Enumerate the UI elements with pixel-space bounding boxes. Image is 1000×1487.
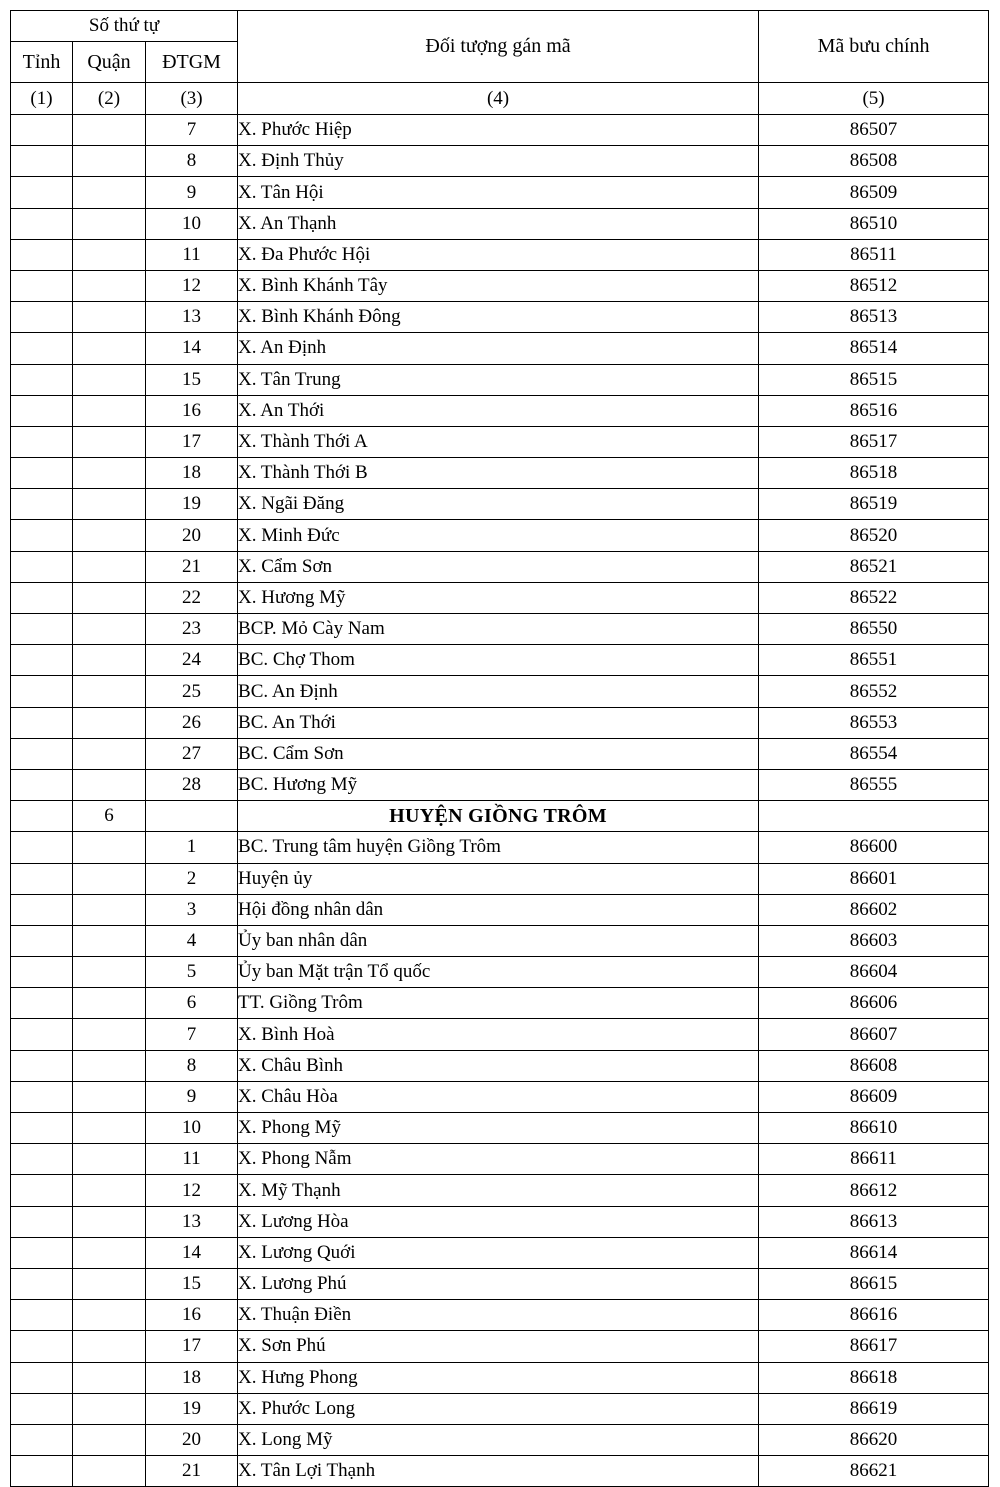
cell-object: Ủy ban Mặt trận Tổ quốc (238, 957, 759, 988)
cell-object: X. An Thạnh (238, 208, 759, 239)
cell-tinh (11, 707, 73, 738)
section-title: HUYỆN GIỒNG TRÔM (238, 801, 759, 832)
table-row (11, 957, 989, 988)
cell-object: X. Ngãi Đăng (238, 489, 759, 520)
table-row (11, 863, 989, 894)
table-header (11, 11, 989, 115)
cell-tinh (11, 1050, 73, 1081)
cell-object: BCP. Mỏ Cày Nam (238, 614, 759, 645)
table-row (11, 364, 989, 395)
column-number-code: (5) (759, 83, 989, 115)
cell-dtgm: 18 (146, 1362, 238, 1393)
cell-quan (73, 520, 146, 551)
cell-postal-code: 86507 (759, 115, 989, 146)
cell-quan (73, 1362, 146, 1393)
cell-tinh (11, 146, 73, 177)
cell-postal-code: 86514 (759, 333, 989, 364)
cell-postal-code: 86521 (759, 551, 989, 582)
cell-tinh (11, 458, 73, 489)
cell-quan (73, 1144, 146, 1175)
cell-dtgm: 24 (146, 645, 238, 676)
table-row (11, 489, 989, 520)
cell-postal-code: 86554 (759, 738, 989, 769)
column-number-quan: (2) (73, 83, 146, 115)
table-row (11, 707, 989, 738)
table-row (11, 115, 989, 146)
cell-object: X. Minh Đức (238, 520, 759, 551)
cell-tinh (11, 302, 73, 333)
cell-postal-code: 86513 (759, 302, 989, 333)
header-doi-tuong-gan-ma: Đối tượng gán mã (238, 11, 759, 83)
header-quan: Quận (73, 42, 146, 83)
cell-quan (73, 364, 146, 395)
cell-quan (73, 1206, 146, 1237)
cell-object: X. Hưng Phong (238, 1362, 759, 1393)
cell-dtgm (146, 801, 238, 832)
cell-tinh (11, 1424, 73, 1455)
cell-object: X. Lương Phú (238, 1268, 759, 1299)
cell-quan (73, 1331, 146, 1362)
cell-object: X. Bình Khánh Tây (238, 270, 759, 301)
cell-dtgm: 22 (146, 582, 238, 613)
cell-postal-code: 86518 (759, 458, 989, 489)
cell-tinh (11, 1456, 73, 1487)
table-row (11, 1456, 989, 1487)
cell-postal-code: 86608 (759, 1050, 989, 1081)
table-row (11, 1237, 989, 1268)
cell-quan (73, 1300, 146, 1331)
cell-object: BC. Hương Mỹ (238, 769, 759, 800)
cell-dtgm: 20 (146, 520, 238, 551)
cell-tinh (11, 208, 73, 239)
cell-dtgm: 13 (146, 302, 238, 333)
cell-quan (73, 146, 146, 177)
table-row (11, 676, 989, 707)
cell-object: Hội đồng nhân dân (238, 894, 759, 925)
cell-postal-code: 86553 (759, 707, 989, 738)
cell-dtgm: 9 (146, 1081, 238, 1112)
cell-postal-code: 86520 (759, 520, 989, 551)
cell-quan (73, 239, 146, 270)
cell-quan (73, 426, 146, 457)
header-row-column-numbers (11, 83, 989, 115)
cell-postal-code: 86550 (759, 614, 989, 645)
table-row (11, 738, 989, 769)
cell-tinh (11, 1393, 73, 1424)
cell-postal-code: 86511 (759, 239, 989, 270)
cell-object: X. Thành Thới A (238, 426, 759, 457)
section-header-row (11, 801, 989, 832)
cell-dtgm: 14 (146, 333, 238, 364)
cell-postal-code: 86552 (759, 676, 989, 707)
cell-dtgm: 23 (146, 614, 238, 645)
cell-quan (73, 894, 146, 925)
cell-postal-code: 86609 (759, 1081, 989, 1112)
column-number-tinh: (1) (11, 83, 73, 115)
cell-object: Huyện ủy (238, 863, 759, 894)
cell-dtgm: 7 (146, 115, 238, 146)
header-tinh: Tỉnh (11, 42, 73, 83)
table-body (11, 115, 989, 1487)
cell-quan (73, 1113, 146, 1144)
table-row (11, 925, 989, 956)
cell-tinh (11, 738, 73, 769)
table-row (11, 769, 989, 800)
cell-tinh (11, 270, 73, 301)
cell-object: X. Lương Quới (238, 1237, 759, 1268)
cell-object: X. Châu Hòa (238, 1081, 759, 1112)
cell-tinh (11, 115, 73, 146)
cell-dtgm: 27 (146, 738, 238, 769)
cell-postal-code: 86618 (759, 1362, 989, 1393)
cell-quan (73, 614, 146, 645)
cell-postal-code: 86519 (759, 489, 989, 520)
table-row (11, 832, 989, 863)
cell-postal-code: 86611 (759, 1144, 989, 1175)
table-row (11, 1175, 989, 1206)
cell-dtgm: 8 (146, 1050, 238, 1081)
cell-quan (73, 863, 146, 894)
table-row (11, 1081, 989, 1112)
table-row (11, 1050, 989, 1081)
table-row (11, 520, 989, 551)
cell-postal-code: 86517 (759, 426, 989, 457)
cell-object: X. Định Thủy (238, 146, 759, 177)
cell-object: X. Đa Phước Hội (238, 239, 759, 270)
cell-dtgm: 17 (146, 1331, 238, 1362)
cell-dtgm: 12 (146, 270, 238, 301)
cell-object: BC. An Định (238, 676, 759, 707)
table-row (11, 177, 989, 208)
cell-postal-code: 86512 (759, 270, 989, 301)
cell-tinh (11, 769, 73, 800)
cell-dtgm: 6 (146, 988, 238, 1019)
cell-dtgm: 19 (146, 489, 238, 520)
cell-dtgm: 4 (146, 925, 238, 956)
table-row (11, 551, 989, 582)
cell-tinh (11, 832, 73, 863)
cell-postal-code: 86612 (759, 1175, 989, 1206)
cell-dtgm: 16 (146, 1300, 238, 1331)
table-row (11, 1331, 989, 1362)
cell-quan (73, 738, 146, 769)
cell-object: X. Tân Trung (238, 364, 759, 395)
cell-postal-code: 86508 (759, 146, 989, 177)
cell-quan (73, 1268, 146, 1299)
cell-object: X. Hương Mỹ (238, 582, 759, 613)
cell-object: X. Phong Nẫm (238, 1144, 759, 1175)
cell-postal-code: 86615 (759, 1268, 989, 1299)
table-row (11, 146, 989, 177)
cell-postal-code: 86614 (759, 1237, 989, 1268)
cell-object: X. Bình Khánh Đông (238, 302, 759, 333)
cell-object: X. Mỹ Thạnh (238, 1175, 759, 1206)
cell-object: TT. Giồng Trôm (238, 988, 759, 1019)
cell-tinh (11, 177, 73, 208)
cell-object: X. Cẩm Sơn (238, 551, 759, 582)
cell-quan (73, 957, 146, 988)
cell-quan (73, 208, 146, 239)
cell-postal-code: 86551 (759, 645, 989, 676)
cell-postal-code (759, 801, 989, 832)
table-row (11, 1206, 989, 1237)
cell-tinh (11, 1206, 73, 1237)
cell-tinh (11, 1331, 73, 1362)
cell-postal-code: 86515 (759, 364, 989, 395)
table-row (11, 582, 989, 613)
cell-postal-code: 86616 (759, 1300, 989, 1331)
table-row (11, 1019, 989, 1050)
cell-tinh (11, 333, 73, 364)
column-number-dtgm: (3) (146, 83, 238, 115)
cell-dtgm: 10 (146, 208, 238, 239)
cell-object: BC. Cẩm Sơn (238, 738, 759, 769)
cell-quan: 6 (73, 801, 146, 832)
cell-dtgm: 18 (146, 458, 238, 489)
cell-postal-code: 86602 (759, 894, 989, 925)
cell-tinh (11, 395, 73, 426)
cell-quan (73, 489, 146, 520)
cell-postal-code: 86522 (759, 582, 989, 613)
cell-object: BC. An Thới (238, 707, 759, 738)
cell-dtgm: 11 (146, 1144, 238, 1175)
cell-quan (73, 582, 146, 613)
cell-tinh (11, 551, 73, 582)
cell-quan (73, 645, 146, 676)
cell-dtgm: 21 (146, 551, 238, 582)
table-row (11, 1113, 989, 1144)
cell-object: X. Tân Lợi Thạnh (238, 1456, 759, 1487)
table-row (11, 1144, 989, 1175)
cell-dtgm: 15 (146, 364, 238, 395)
cell-dtgm: 1 (146, 832, 238, 863)
table-row (11, 645, 989, 676)
cell-tinh (11, 426, 73, 457)
cell-dtgm: 25 (146, 676, 238, 707)
cell-tinh (11, 239, 73, 270)
cell-dtgm: 3 (146, 894, 238, 925)
cell-tinh (11, 364, 73, 395)
cell-quan (73, 395, 146, 426)
header-row-group (11, 11, 989, 42)
table-row (11, 1424, 989, 1455)
cell-quan (73, 333, 146, 364)
cell-tinh (11, 894, 73, 925)
cell-quan (73, 551, 146, 582)
table-row (11, 1393, 989, 1424)
cell-postal-code: 86555 (759, 769, 989, 800)
table-row (11, 302, 989, 333)
cell-quan (73, 676, 146, 707)
cell-quan (73, 1237, 146, 1268)
cell-tinh (11, 1268, 73, 1299)
cell-tinh (11, 614, 73, 645)
cell-dtgm: 20 (146, 1424, 238, 1455)
cell-tinh (11, 1175, 73, 1206)
cell-dtgm: 28 (146, 769, 238, 800)
cell-tinh (11, 1081, 73, 1112)
table-row (11, 1300, 989, 1331)
cell-postal-code: 86601 (759, 863, 989, 894)
table-row (11, 1268, 989, 1299)
cell-dtgm: 8 (146, 146, 238, 177)
table-row (11, 426, 989, 457)
cell-tinh (11, 801, 73, 832)
cell-quan (73, 270, 146, 301)
cell-dtgm: 5 (146, 957, 238, 988)
table-row (11, 988, 989, 1019)
cell-quan (73, 177, 146, 208)
cell-object: BC. Trung tâm huyện Giồng Trôm (238, 832, 759, 863)
cell-quan (73, 115, 146, 146)
table-row (11, 614, 989, 645)
cell-tinh (11, 1113, 73, 1144)
cell-object: X. Châu Bình (238, 1050, 759, 1081)
cell-dtgm: 9 (146, 177, 238, 208)
cell-dtgm: 17 (146, 426, 238, 457)
cell-postal-code: 86516 (759, 395, 989, 426)
cell-quan (73, 1424, 146, 1455)
table-row (11, 894, 989, 925)
cell-tinh (11, 520, 73, 551)
cell-tinh (11, 957, 73, 988)
cell-dtgm: 15 (146, 1268, 238, 1299)
cell-postal-code: 86604 (759, 957, 989, 988)
table-row (11, 1362, 989, 1393)
cell-quan (73, 832, 146, 863)
cell-tinh (11, 925, 73, 956)
cell-postal-code: 86607 (759, 1019, 989, 1050)
cell-dtgm: 19 (146, 1393, 238, 1424)
cell-dtgm: 26 (146, 707, 238, 738)
cell-dtgm: 14 (146, 1237, 238, 1268)
cell-tinh (11, 1144, 73, 1175)
cell-tinh (11, 863, 73, 894)
cell-tinh (11, 1019, 73, 1050)
table-row (11, 239, 989, 270)
cell-object: X. Thành Thới B (238, 458, 759, 489)
cell-object: X. Lương Hòa (238, 1206, 759, 1237)
cell-object: X. Long Mỹ (238, 1424, 759, 1455)
postal-code-table (10, 10, 989, 1487)
cell-object: X. Tân Hội (238, 177, 759, 208)
cell-dtgm: 13 (146, 1206, 238, 1237)
cell-object: X. Sơn Phú (238, 1331, 759, 1362)
cell-object: X. An Thới (238, 395, 759, 426)
cell-object: X. Phước Hiệp (238, 115, 759, 146)
cell-dtgm: 11 (146, 239, 238, 270)
cell-dtgm: 10 (146, 1113, 238, 1144)
table-row (11, 208, 989, 239)
cell-postal-code: 86619 (759, 1393, 989, 1424)
cell-object: X. Phước Long (238, 1393, 759, 1424)
cell-postal-code: 86603 (759, 925, 989, 956)
cell-tinh (11, 645, 73, 676)
cell-quan (73, 458, 146, 489)
cell-tinh (11, 1237, 73, 1268)
cell-quan (73, 1393, 146, 1424)
cell-object: X. Bình Hoà (238, 1019, 759, 1050)
cell-quan (73, 1050, 146, 1081)
cell-quan (73, 1019, 146, 1050)
cell-tinh (11, 582, 73, 613)
cell-quan (73, 988, 146, 1019)
cell-dtgm: 21 (146, 1456, 238, 1487)
cell-postal-code: 86510 (759, 208, 989, 239)
cell-object: Ủy ban nhân dân (238, 925, 759, 956)
table-row (11, 395, 989, 426)
cell-quan (73, 707, 146, 738)
cell-tinh (11, 988, 73, 1019)
cell-object: BC. Chợ Thom (238, 645, 759, 676)
cell-postal-code: 86617 (759, 1331, 989, 1362)
cell-postal-code: 86606 (759, 988, 989, 1019)
table-row (11, 333, 989, 364)
cell-dtgm: 16 (146, 395, 238, 426)
cell-object: X. Thuận Điền (238, 1300, 759, 1331)
cell-postal-code: 86613 (759, 1206, 989, 1237)
cell-postal-code: 86600 (759, 832, 989, 863)
table-row (11, 270, 989, 301)
cell-postal-code: 86509 (759, 177, 989, 208)
table-row (11, 458, 989, 489)
cell-tinh (11, 489, 73, 520)
cell-object: X. An Định (238, 333, 759, 364)
cell-quan (73, 769, 146, 800)
cell-quan (73, 1081, 146, 1112)
cell-postal-code: 86620 (759, 1424, 989, 1455)
cell-postal-code: 86610 (759, 1113, 989, 1144)
cell-tinh (11, 1362, 73, 1393)
cell-quan (73, 302, 146, 333)
cell-dtgm: 2 (146, 863, 238, 894)
header-ma-buu-chinh: Mã bưu chính (759, 11, 989, 83)
column-number-object: (4) (238, 83, 759, 115)
cell-tinh (11, 1300, 73, 1331)
header-dtgm: ĐTGM (146, 42, 238, 83)
cell-quan (73, 1175, 146, 1206)
header-so-thu-tu: Số thứ tự (11, 11, 238, 42)
cell-dtgm: 12 (146, 1175, 238, 1206)
cell-quan (73, 925, 146, 956)
cell-quan (73, 1456, 146, 1487)
cell-tinh (11, 676, 73, 707)
cell-postal-code: 86621 (759, 1456, 989, 1487)
cell-dtgm: 7 (146, 1019, 238, 1050)
cell-object: X. Phong Mỹ (238, 1113, 759, 1144)
